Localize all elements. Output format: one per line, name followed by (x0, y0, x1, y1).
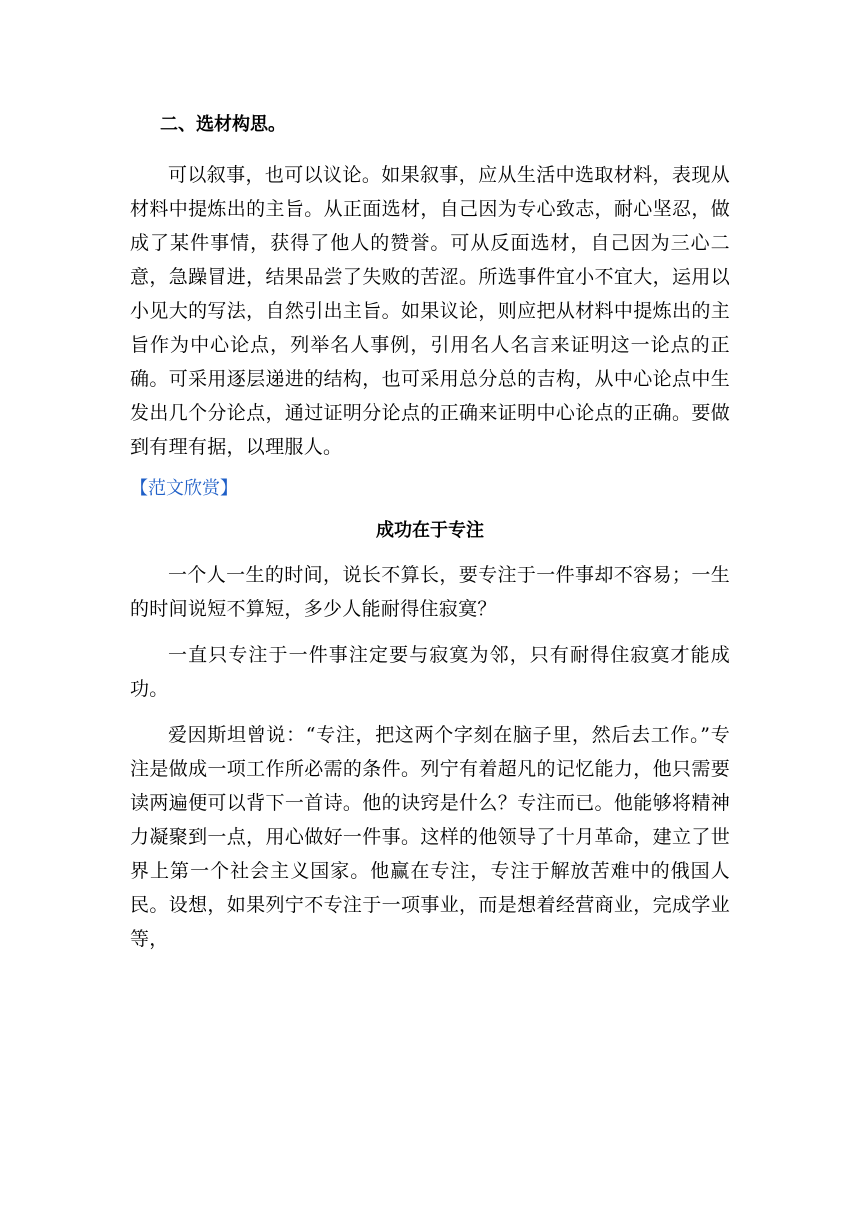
sample-essay-label: 【范文欣赏】 (130, 478, 238, 499)
material-paragraph: 可以叙事，也可以议论。如果叙事，应从生活中选取材料，表现从材料中提炼出的主旨。从正面选材，自己因为专心致志，耐心坚忍，做成了某件事情，获得了他人的赞誉。可从反面选材，自己因为三心二意，急躁冒进，结果品尝了失败的苦涩。所选事件宜小不宜大，运用以小见大的写法，自然引出主旨。如果议论，则应把从材料中提炼出的主旨作为中心论点，列举名人事例，引用名人名言来证明这一论点的正确。可采用逐层递进的结构，也可采用总分总的吉构，从中心论点中生发出几个分论点，通过证明分论点的正确来证明中心论点的正确。要做到有理有据，以理服人。 (130, 164, 730, 458)
document-content (130, 112, 730, 968)
essay-paragraph-3: 爱因斯坦曾说：“专注，把这两个字刻在脑子里，然后去工作。”专注是做成一项工作所必需的条件。列宁有着超凡的记忆能力，他只需要读两遍便可以背下一首诗。他的诀窍是什么？专注而已。他能够将精神力凝聚到一点，用心做好一件事。这样的他领导了十月革命，建立了世界上第一个社会主义国家。他赢在专注，专注于解放苦难中的俄国人民。设想，如果列宁不专注于一项事业，而是想着经营商业，完成学业等， (130, 724, 730, 950)
section-heading: 二、选材构思。 (160, 114, 286, 135)
essay-title: 成功在于专注 (376, 520, 484, 541)
essay-paragraph-1: 一个人一生的时间，说长不算长，要专注于一件事却不容易；一生的时间说短不算短，多少人能耐得住寂寞？ (130, 564, 730, 620)
essay-paragraph-2: 一直只专注于一件事注定要与寂寞为邻，只有耐得住寂寞才能成功。 (130, 644, 730, 700)
